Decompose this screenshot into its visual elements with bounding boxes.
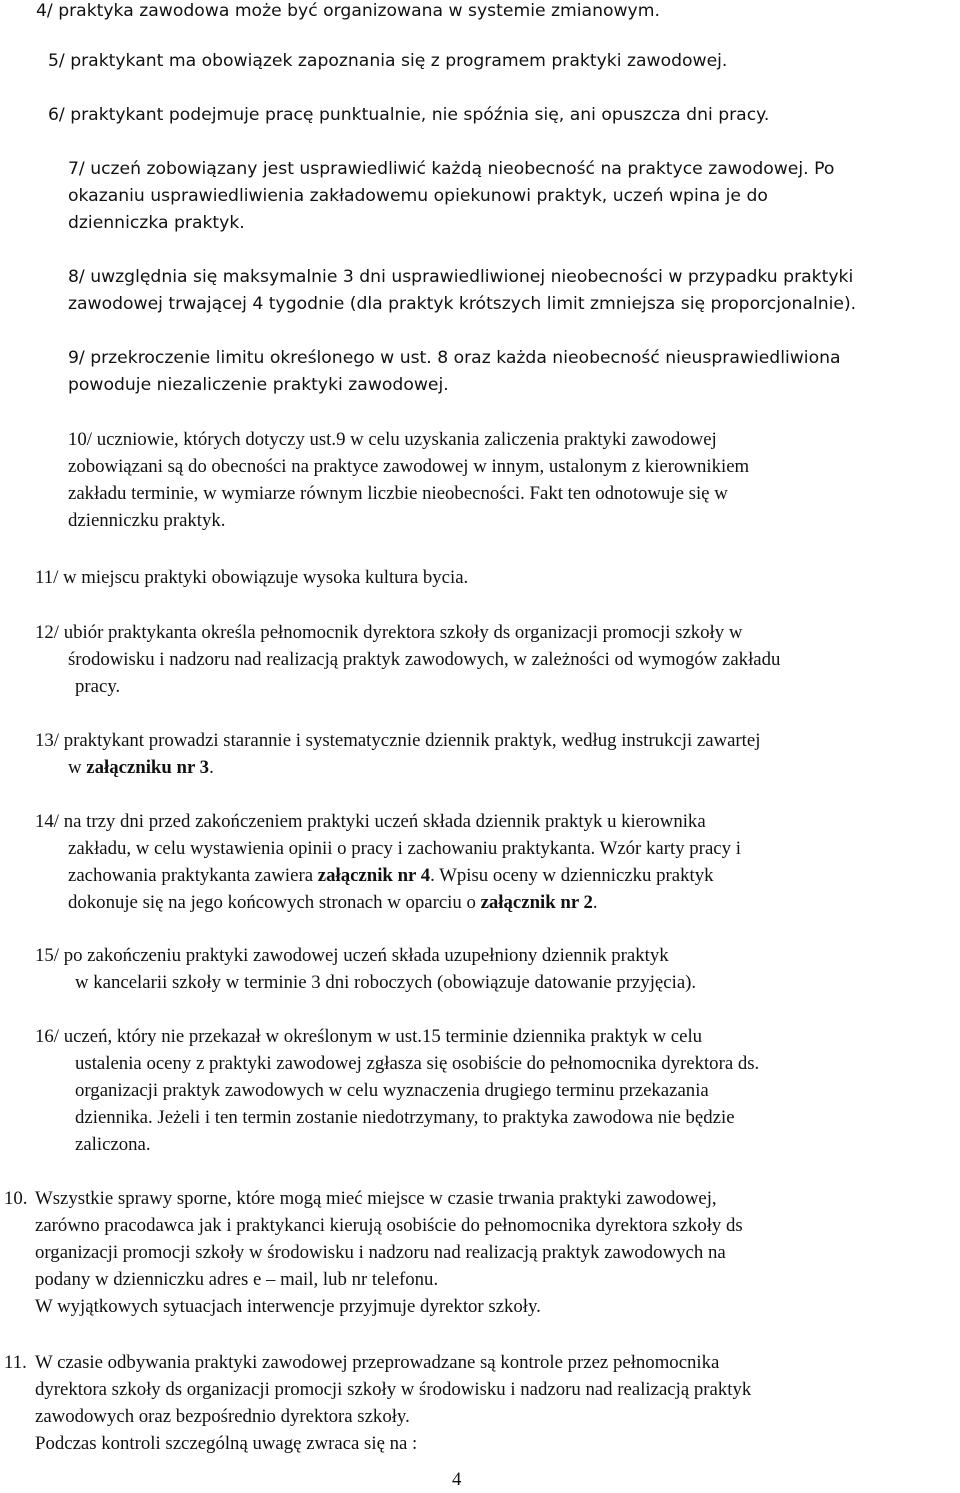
item-15-line-1: 15/ po zakończeniu praktyki zawodowej uczeń składa uzupełniony dziennik praktyk — [35, 945, 669, 966]
section-10 — [0, 1185, 960, 1325]
section-10-line-5: W wyjątkowych sytuacjach interwencje przyjmuje dyrektor szkoły. — [35, 1296, 541, 1317]
item-10-line-4: dzienniczku praktyk. — [68, 510, 226, 531]
item-6 — [48, 102, 769, 129]
item-16-line-5: zaliczona. — [75, 1134, 151, 1155]
item-15-line-2: w kancelarii szkoły w terminie 3 dni roboczych (obowiązuje datowanie przyjęcia). — [75, 972, 697, 993]
item-8-line-2: zawodowej trwającej 4 tygodnie (dla praktyk krótszych limit zmniejsza się proporcjonalnie). — [68, 294, 857, 314]
section-11-number: 11. — [4, 1352, 27, 1373]
section-10-line-1: Wszystkie sprawy sporne, które mogą mieć miejsce w czasie trwania praktyki zawodowej, — [35, 1188, 717, 1209]
item-14-line-1: 14/ na trzy dni przed zakończeniem praktyki uczeń składa dziennik praktyk u kierownika — [35, 811, 706, 832]
attachment-ref-2: załącznik nr 2 — [480, 892, 593, 913]
item-9 — [68, 345, 841, 399]
item-7-line-2: okazaniu usprawiedliwienia zakładowemu opiekunowi praktyk, uczeń wpina je do — [68, 186, 768, 206]
item-16-line-1: 16/ uczeń, który nie przekazał w określonym w ust.15 terminie dziennika praktyk w celu — [35, 1026, 703, 1047]
section-11-line-1: W czasie odbywania praktyki zawodowej przeprowadzane są kontrole przez pełnomocnika — [35, 1352, 720, 1373]
section-10-body — [35, 1185, 743, 1320]
section-10-number: 10. — [4, 1188, 28, 1209]
item-8-line-1: 8/ uwzględnia się maksymalnie 3 dni usprawiedliwionej nieobecności w przypadku praktyki — [68, 267, 854, 287]
item-4 — [36, 0, 660, 25]
item-5-line-1: 5/ praktykant ma obowiązek zapoznania się z programem praktyki zawodowej. — [48, 51, 728, 71]
section-10-line-3: organizacji promocji szkoły w środowisku i nadzoru nad realizacją praktyk zawodowych na — [35, 1242, 726, 1263]
item-13 — [35, 727, 760, 781]
section-11-body — [35, 1349, 751, 1457]
section-11 — [0, 1349, 960, 1461]
item-15 — [35, 942, 696, 996]
item-13-line-1: 13/ praktykant prowadzi starannie i systematycznie dziennik praktyk, według instrukcji zawartej — [35, 730, 761, 751]
item-12-line-1: 12/ ubiór praktykanta określa pełnomocnik dyrektora szkoły ds organizacji promocji szkoły w — [35, 622, 743, 643]
item-16 — [35, 1023, 759, 1158]
item-16-line-4: dziennika. Jeżeli i ten termin zostanie niedotrzymany, to praktyka zawodowa nie będzie — [75, 1107, 735, 1128]
item-6-line-1: 6/ praktykant podejmuje pracę punktualnie, nie spóźnia się, ani opuszcza dni pracy. — [48, 105, 770, 125]
item-10-line-3: zakładu terminie, w wymiarze równym liczbie nieobecności. Fakt ten odnotowuje się w — [68, 483, 728, 504]
section-11-line-2: dyrektora szkoły ds organizacji promocji szkoły w środowisku i nadzoru nad realizacją praktyk — [35, 1379, 752, 1400]
item-14-line-4: dokonuje się na jego końcowych stronach w oparciu o załącznik nr 2. — [68, 892, 598, 913]
item-12-line-2: środowisku i nadzoru nad realizacją praktyk zawodowych, w zależności od wymogów zakładu — [68, 649, 781, 670]
item-14 — [35, 808, 741, 916]
item-14-line-3: zachowania praktykanta zawiera załącznik nr 4. Wpisu oceny w dzienniczku praktyk — [68, 865, 714, 886]
section-10-line-2: zarówno pracodawca jak i praktykanci kierują osobiście do pełnomocnika dyrektora szkoły ds — [35, 1215, 743, 1236]
section-11-line-4: Podczas kontroli szczególną uwagę zwraca się na : — [35, 1433, 418, 1454]
item-10 — [68, 426, 749, 534]
item-7-line-3: dzienniczka praktyk. — [68, 213, 245, 233]
item-12 — [35, 619, 780, 700]
item-16-line-3: organizacji praktyk zawodowych w celu wyznaczenia drugiego terminu przekazania — [75, 1080, 709, 1101]
attachment-ref-4: załącznik nr 4 — [317, 865, 431, 886]
section-10-line-4: podany w dzienniczku adres e – mail, lub nr telefonu. — [35, 1269, 439, 1290]
page-number: 4 — [452, 1469, 462, 1490]
attachment-ref-3: załączniku nr 3 — [86, 757, 210, 778]
item-16-line-2: ustalenia oceny z praktyki zawodowej zgłasza się osobiście do pełnomocnika dyrektora ds. — [75, 1053, 760, 1074]
item-7 — [68, 156, 834, 237]
item-14-line-2: zakładu, w celu wystawienia opinii o pracy i zachowaniu praktykanta. Wzór karty pracy i — [68, 838, 741, 859]
item-4-line-1: 4/ praktyka zawodowa może być organizowana w systemie zmianowym. — [36, 1, 660, 21]
item-7-line-1: 7/ uczeń zobowiązany jest usprawiedliwić każdą nieobecność na praktyce zawodowej. Po — [68, 159, 835, 179]
item-5 — [48, 48, 727, 75]
item-10-line-1: 10/ uczniowie, których dotyczy ust.9 w celu uzyskania zaliczenia praktyki zawodowej — [68, 429, 717, 450]
item-12-line-3: pracy. — [75, 676, 121, 697]
item-8 — [68, 264, 856, 318]
item-10-line-2: zobowiązani są do obecności na praktyce zawodowej w innym, ustalonym z kierownikiem — [68, 456, 750, 477]
item-13-line-2: w załączniku nr 3. — [68, 757, 214, 778]
item-9-line-2: powoduje niezaliczenie praktyki zawodowej. — [68, 375, 449, 395]
item-9-line-1: 9/ przekroczenie limitu określonego w ust. 8 oraz każda nieobecność nieusprawiedliwiona — [68, 348, 841, 368]
item-11 — [35, 564, 468, 591]
section-11-line-3: zawodowych oraz bezpośrednio dyrektora szkoły. — [35, 1406, 410, 1427]
item-11-line-1: 11/ w miejscu praktyki obowiązuje wysoka kultura bycia. — [35, 567, 469, 588]
